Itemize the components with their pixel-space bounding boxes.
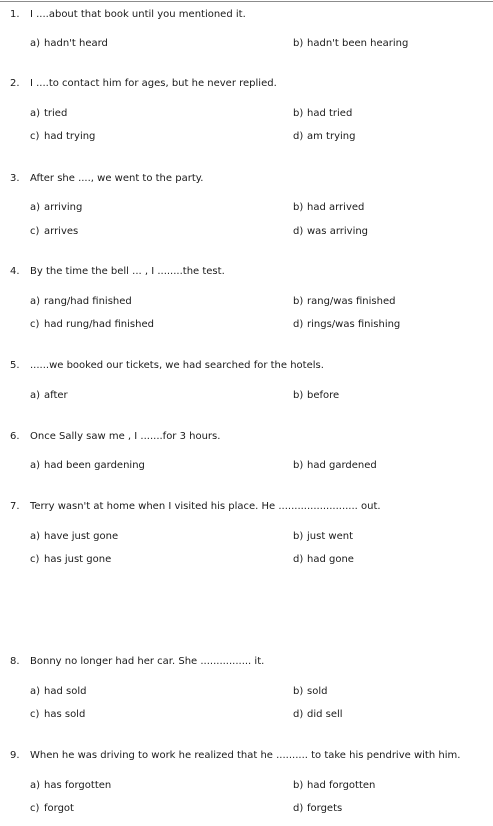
option-letter: b)	[293, 390, 304, 401]
option-a[interactable]	[30, 202, 82, 213]
option-text: had been gardening	[44, 460, 145, 471]
option-letter: c)	[30, 226, 40, 237]
question-text: Terry wasn't at home when I visited his place. He ......................... out.	[30, 501, 381, 512]
question-text: When he was driving to work he realized that he .......... to take his pendrive with him.	[30, 750, 461, 761]
question-stem	[10, 266, 225, 277]
option-text: just went	[307, 531, 354, 542]
option-letter: d)	[293, 226, 304, 237]
option-d[interactable]	[293, 803, 342, 814]
option-c[interactable]	[30, 554, 111, 565]
option-text: am trying	[307, 131, 356, 142]
option-text: hadn't heard	[44, 38, 108, 49]
option-text: rings/was finishing	[307, 319, 401, 330]
option-b[interactable]	[293, 108, 352, 119]
option-letter: b)	[293, 108, 304, 119]
option-letter: b)	[293, 38, 304, 49]
option-letter: d)	[293, 803, 304, 814]
option-letter: b)	[293, 296, 304, 307]
option-text: had forgotten	[307, 780, 376, 791]
question-stem	[10, 78, 277, 89]
option-a[interactable]	[30, 38, 108, 49]
option-a[interactable]	[30, 296, 132, 307]
option-letter: a)	[30, 686, 41, 697]
option-b[interactable]	[293, 390, 339, 401]
question-number: 4.	[10, 266, 20, 277]
option-letter: a)	[30, 780, 41, 791]
option-letter: c)	[30, 319, 40, 330]
option-text: had trying	[44, 131, 96, 142]
option-letter: b)	[293, 686, 304, 697]
option-letter: a)	[30, 531, 41, 542]
option-b[interactable]	[293, 38, 408, 49]
question-stem	[10, 360, 324, 371]
option-letter: a)	[30, 38, 41, 49]
option-text: had arrived	[307, 202, 365, 213]
question-number: 8.	[10, 656, 20, 667]
question-number: 3.	[10, 173, 20, 184]
option-b[interactable]	[293, 460, 377, 471]
option-letter: d)	[293, 319, 304, 330]
option-text: arrives	[44, 226, 79, 237]
option-text: forgets	[307, 803, 343, 814]
option-text: has sold	[44, 709, 86, 720]
question-text: After she ...., we went to the party.	[30, 173, 204, 184]
option-text: has forgotten	[44, 780, 112, 791]
question-number: 5.	[10, 360, 20, 371]
option-text: had tried	[307, 108, 353, 119]
option-text: after	[44, 390, 68, 401]
question-text: ......we booked our tickets, we had searched for the hotels.	[30, 360, 324, 371]
question-stem	[10, 173, 203, 184]
question-stem	[10, 9, 246, 20]
question-stem	[10, 750, 460, 761]
option-text: rang/had finished	[44, 296, 132, 307]
option-d[interactable]	[293, 709, 343, 720]
option-text: rang/was finished	[307, 296, 396, 307]
question-stem	[10, 656, 264, 667]
option-letter: b)	[293, 531, 304, 542]
option-letter: d)	[293, 554, 304, 565]
question-stem	[10, 501, 381, 512]
option-text: had rung/had finished	[44, 319, 154, 330]
option-text: have just gone	[44, 531, 119, 542]
option-a[interactable]	[30, 531, 118, 542]
option-text: forgot	[44, 803, 74, 814]
option-text: did sell	[307, 709, 343, 720]
option-d[interactable]	[293, 226, 368, 237]
question-text: By the time the bell ... , I ........the test.	[30, 266, 225, 277]
option-letter: a)	[30, 460, 41, 471]
option-letter: b)	[293, 460, 304, 471]
top-rule	[0, 1, 493, 2]
option-a[interactable]	[30, 460, 145, 471]
option-letter: b)	[293, 202, 304, 213]
option-text: had gardened	[307, 460, 377, 471]
option-d[interactable]	[293, 131, 355, 142]
option-b[interactable]	[293, 531, 353, 542]
option-text: was arriving	[307, 226, 369, 237]
question-text: Bonny no longer had her car. She ................ it.	[30, 656, 265, 667]
option-text: tried	[44, 108, 68, 119]
question-number: 7.	[10, 501, 20, 512]
option-text: arriving	[44, 202, 83, 213]
option-letter: a)	[30, 108, 41, 119]
question-stem	[10, 431, 220, 442]
option-letter: d)	[293, 709, 304, 720]
option-b[interactable]	[293, 780, 375, 791]
option-d[interactable]	[293, 554, 354, 565]
option-a[interactable]	[30, 780, 111, 791]
option-text: has just gone	[44, 554, 112, 565]
option-letter: b)	[293, 780, 304, 791]
option-b[interactable]	[293, 686, 327, 697]
question-number: 1.	[10, 9, 20, 20]
question-number: 9.	[10, 750, 20, 761]
option-c[interactable]	[30, 131, 95, 142]
option-b[interactable]	[293, 202, 364, 213]
option-c[interactable]	[30, 803, 74, 814]
option-text: hadn't been hearing	[307, 38, 409, 49]
option-text: sold	[307, 686, 328, 697]
option-c[interactable]	[30, 226, 78, 237]
option-letter: a)	[30, 390, 41, 401]
option-c[interactable]	[30, 319, 154, 330]
option-text: had gone	[307, 554, 354, 565]
option-letter: c)	[30, 554, 40, 565]
option-c[interactable]	[30, 709, 85, 720]
option-letter: d)	[293, 131, 304, 142]
option-letter: c)	[30, 803, 40, 814]
option-letter: a)	[30, 202, 41, 213]
option-letter: a)	[30, 296, 41, 307]
question-text: Once Sally saw me , I .......for 3 hours.	[30, 431, 221, 442]
question-text: I ....to contact him for ages, but he never replied.	[30, 78, 277, 89]
option-b[interactable]	[293, 296, 395, 307]
option-text: had sold	[44, 686, 87, 697]
option-d[interactable]	[293, 319, 400, 330]
option-a[interactable]	[30, 108, 67, 119]
question-number: 6.	[10, 431, 20, 442]
option-text: before	[307, 390, 340, 401]
option-letter: c)	[30, 709, 40, 720]
option-a[interactable]	[30, 390, 68, 401]
option-letter: c)	[30, 131, 40, 142]
question-number: 2.	[10, 78, 20, 89]
option-a[interactable]	[30, 686, 86, 697]
question-text: I ....about that book until you mentioned it.	[30, 9, 246, 20]
